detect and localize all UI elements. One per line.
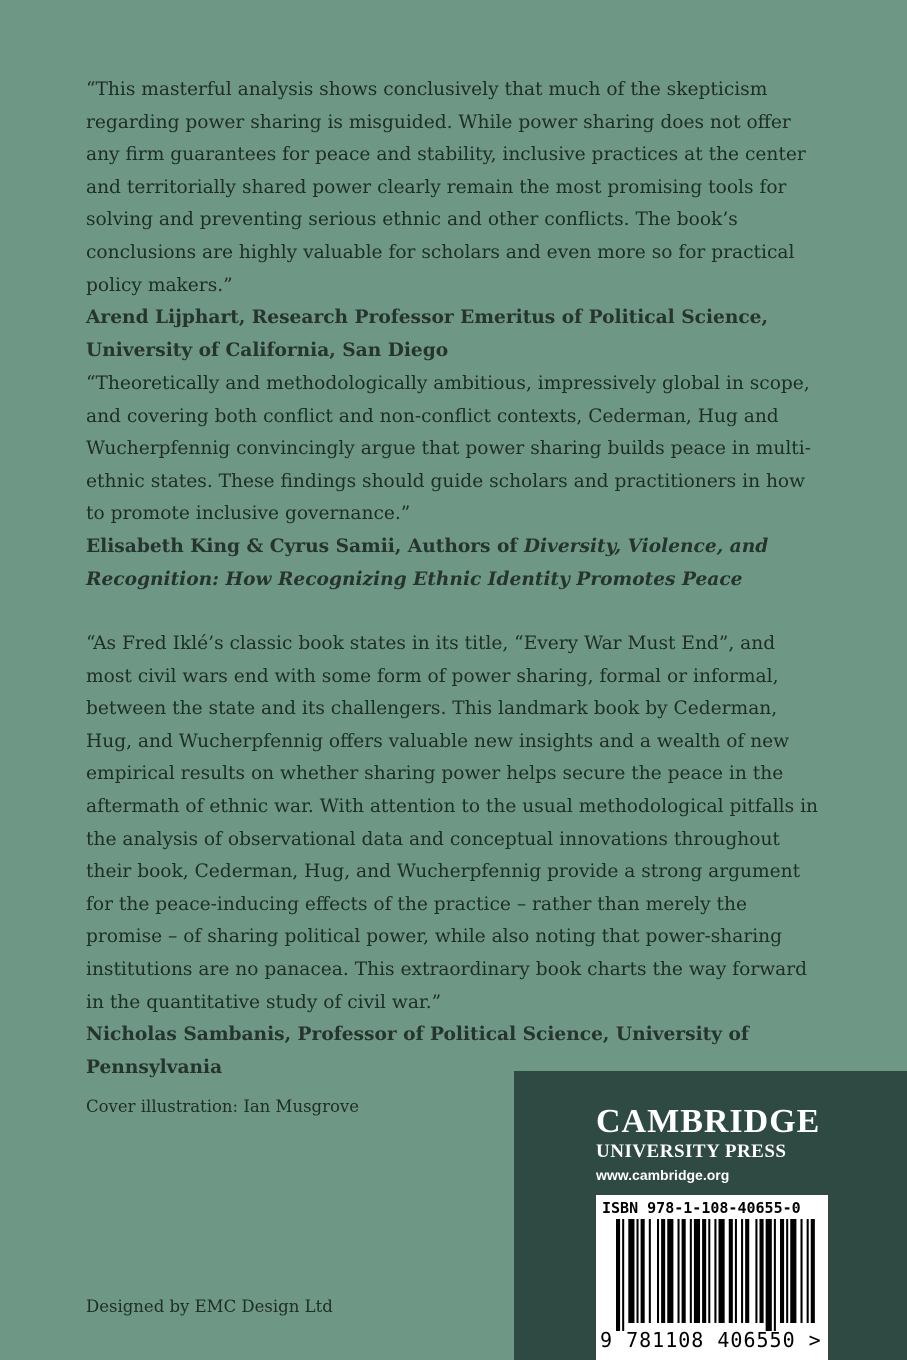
barcode-bar (741, 1219, 743, 1323)
isbn-label: ISBN 978-1-108-40655-0 (602, 1199, 801, 1217)
barcode-bar (667, 1219, 673, 1323)
barcode-bar (801, 1219, 803, 1323)
barcode-bar (657, 1219, 659, 1323)
barcode-bar (678, 1219, 680, 1323)
barcode-bar (649, 1219, 651, 1323)
barcode-bar (702, 1219, 706, 1323)
barcode-bar (714, 1219, 716, 1323)
barcode-bar (694, 1219, 700, 1323)
barcode-bar (637, 1219, 639, 1323)
quote-king-samii (86, 368, 826, 596)
quote-text: “As Fred Iklé’s classic book states in its title, “Every War Must End”, and most civil wars end with some form of power sharing, formal or informal, between the state and its challengers. This landmark book by Cederman, Hug, and Wucherpfennig offers valuable new insights and a wealth of new empirical results on whether sharing power helps secure the peace in the aftermath of ethnic war. With attention to the usual methodological pitfalls in the analysis of observational data and conceptual innovations throughout their book, Cederman, Hug, and Wucherpfennig provide a strong argument for the peace-inducing effects of the practice – rather than merely the promise – of sharing political power, while also noting that power-sharing institutions are no panacea. This extraordinary book charts the way forward in the quantitative study of civil war.” (86, 633, 819, 1013)
barcode-bar (755, 1219, 757, 1323)
barcode-bar (790, 1219, 796, 1323)
barcode-bar (690, 1219, 692, 1323)
barcode-bar (766, 1219, 772, 1331)
quote-lijphart (86, 74, 826, 367)
barcode-bar (807, 1219, 809, 1323)
barcode-bars (596, 1219, 828, 1331)
barcode-bar (708, 1219, 710, 1323)
publisher-name: CAMBRIDGE (596, 1103, 821, 1140)
barcode-bar (774, 1219, 776, 1331)
quote-text: “This masterful analysis shows conclusively that much of the skepticism regarding power sharing is misguided. While power sharing does not offer any firm guarantees for peace and stability, inclusive practices at the center and territorially shared power clearly remain the most promising tools for solving and preventing serious ethnic and other conflicts. The book’s conclusions are highly valuable for scholars and even more so for practical policy makers.” (86, 79, 806, 296)
barcode-bar (745, 1219, 749, 1323)
barcode-bar (719, 1219, 725, 1323)
quote-text: “Theoretically and methodologically ambitious, impressively global in scope, and covering both conflict and non-conflict contexts, Cederman, Hug and Wucherpfennig convincingly argue that power sharing builds peace in multi-ethnic states. These findings should guide scholars and practitioners in how to promote inclusive governance.” (86, 373, 811, 525)
quote-attribution: Arend Lijphart, Research Professor Emeritus of Political Science, University of California, San Diego (86, 307, 768, 361)
quote-sambanis (86, 628, 826, 1084)
designer-credit: Designed by EMC Design Ltd (86, 1297, 333, 1316)
barcode-bar (616, 1219, 620, 1331)
cover-illustration-credit: Cover illustration: Ian Musgrove (86, 1097, 360, 1116)
attribution-authors: Elisabeth King & Cyrus Samii, Authors of (86, 535, 524, 557)
barcode-bar (622, 1219, 624, 1331)
barcode-digits: 9 781108 406550 > (600, 1328, 822, 1352)
isbn-barcode (596, 1195, 828, 1360)
barcode-bar (729, 1219, 733, 1323)
attribution-book-title: Diversity, Violence, and Recognition: How Recognizing Ethnic Identity Promotes Peace (86, 535, 769, 590)
barcode-bar (811, 1219, 815, 1323)
barcode-bar (628, 1219, 634, 1323)
publisher-subtitle: UNIVERSITY PRESS (596, 1141, 787, 1162)
publisher-url: www.cambridge.org (596, 1167, 730, 1183)
quote-attribution (86, 531, 826, 596)
publisher-box (514, 1071, 907, 1360)
barcode-bar (661, 1219, 665, 1323)
barcode-bar (682, 1219, 686, 1323)
barcode-bar (786, 1219, 788, 1323)
barcode-bar (760, 1219, 764, 1323)
barcode-bar (780, 1219, 784, 1323)
quote-attribution: Nicholas Sambanis, Professor of Political Science, University of Pennsylvania (86, 1024, 749, 1078)
barcode-bar (735, 1219, 737, 1323)
barcode-bar (641, 1219, 645, 1323)
